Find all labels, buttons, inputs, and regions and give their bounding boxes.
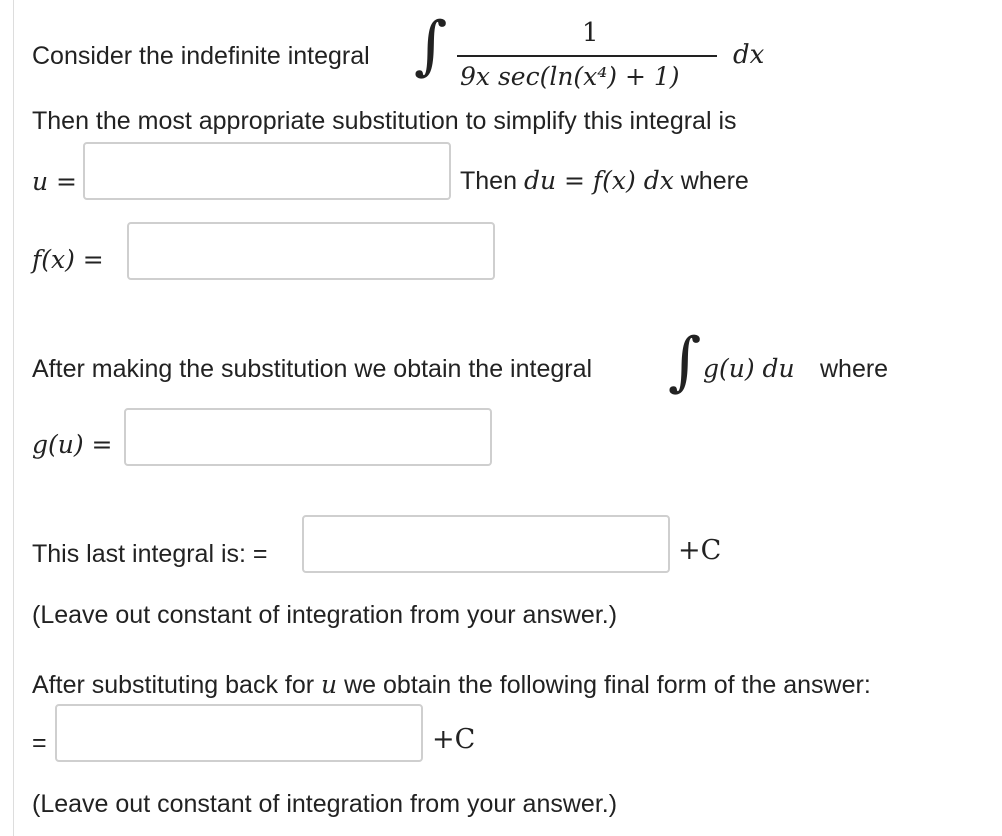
content-left-border [13,0,14,836]
where-text: where [820,355,889,383]
plus-c-label: +C [678,535,722,566]
fraction-denominator: 9x sec(ln(x⁴) + 1) [460,62,680,91]
note-leave-out-constant: (Leave out constant of integration from your answer.) [32,601,618,629]
fraction-numerator: 1 [582,18,599,48]
fx-label: f(x) = [32,245,104,274]
substitution-prompt: Then the most appropriate substitution to simplify this integral is [32,107,737,135]
back-substitution-text: After substituting back for u we obtain the following final form of the answer: [32,670,871,699]
plus-c-label: +C [432,724,476,755]
intro-text: Consider the indefinite integral [32,42,370,70]
differential-dx: dx [733,40,765,70]
u-label: u = [32,167,77,196]
gu-label: g(u) = [32,430,113,459]
last-integral-input[interactable] [302,515,670,573]
fx-input[interactable] [127,222,495,280]
final-answer-input[interactable] [55,704,423,762]
integral-sign-icon: ∫ [414,9,448,83]
then-du-text: Then du = f(x) dx where [460,166,749,195]
note-leave-out-constant: (Leave out constant of integration from your answer.) [32,790,618,818]
integral-sign-icon: ∫ [668,325,702,399]
after-substitution-text: After making the substitution we obtain the integral [32,355,593,383]
integrand-gu-du: g(u) du [703,354,795,383]
equals-label: = [32,729,47,757]
fraction-bar [457,55,717,57]
last-integral-label: This last integral is: = [32,540,268,568]
gu-input[interactable] [124,408,492,466]
u-input[interactable] [83,142,451,200]
